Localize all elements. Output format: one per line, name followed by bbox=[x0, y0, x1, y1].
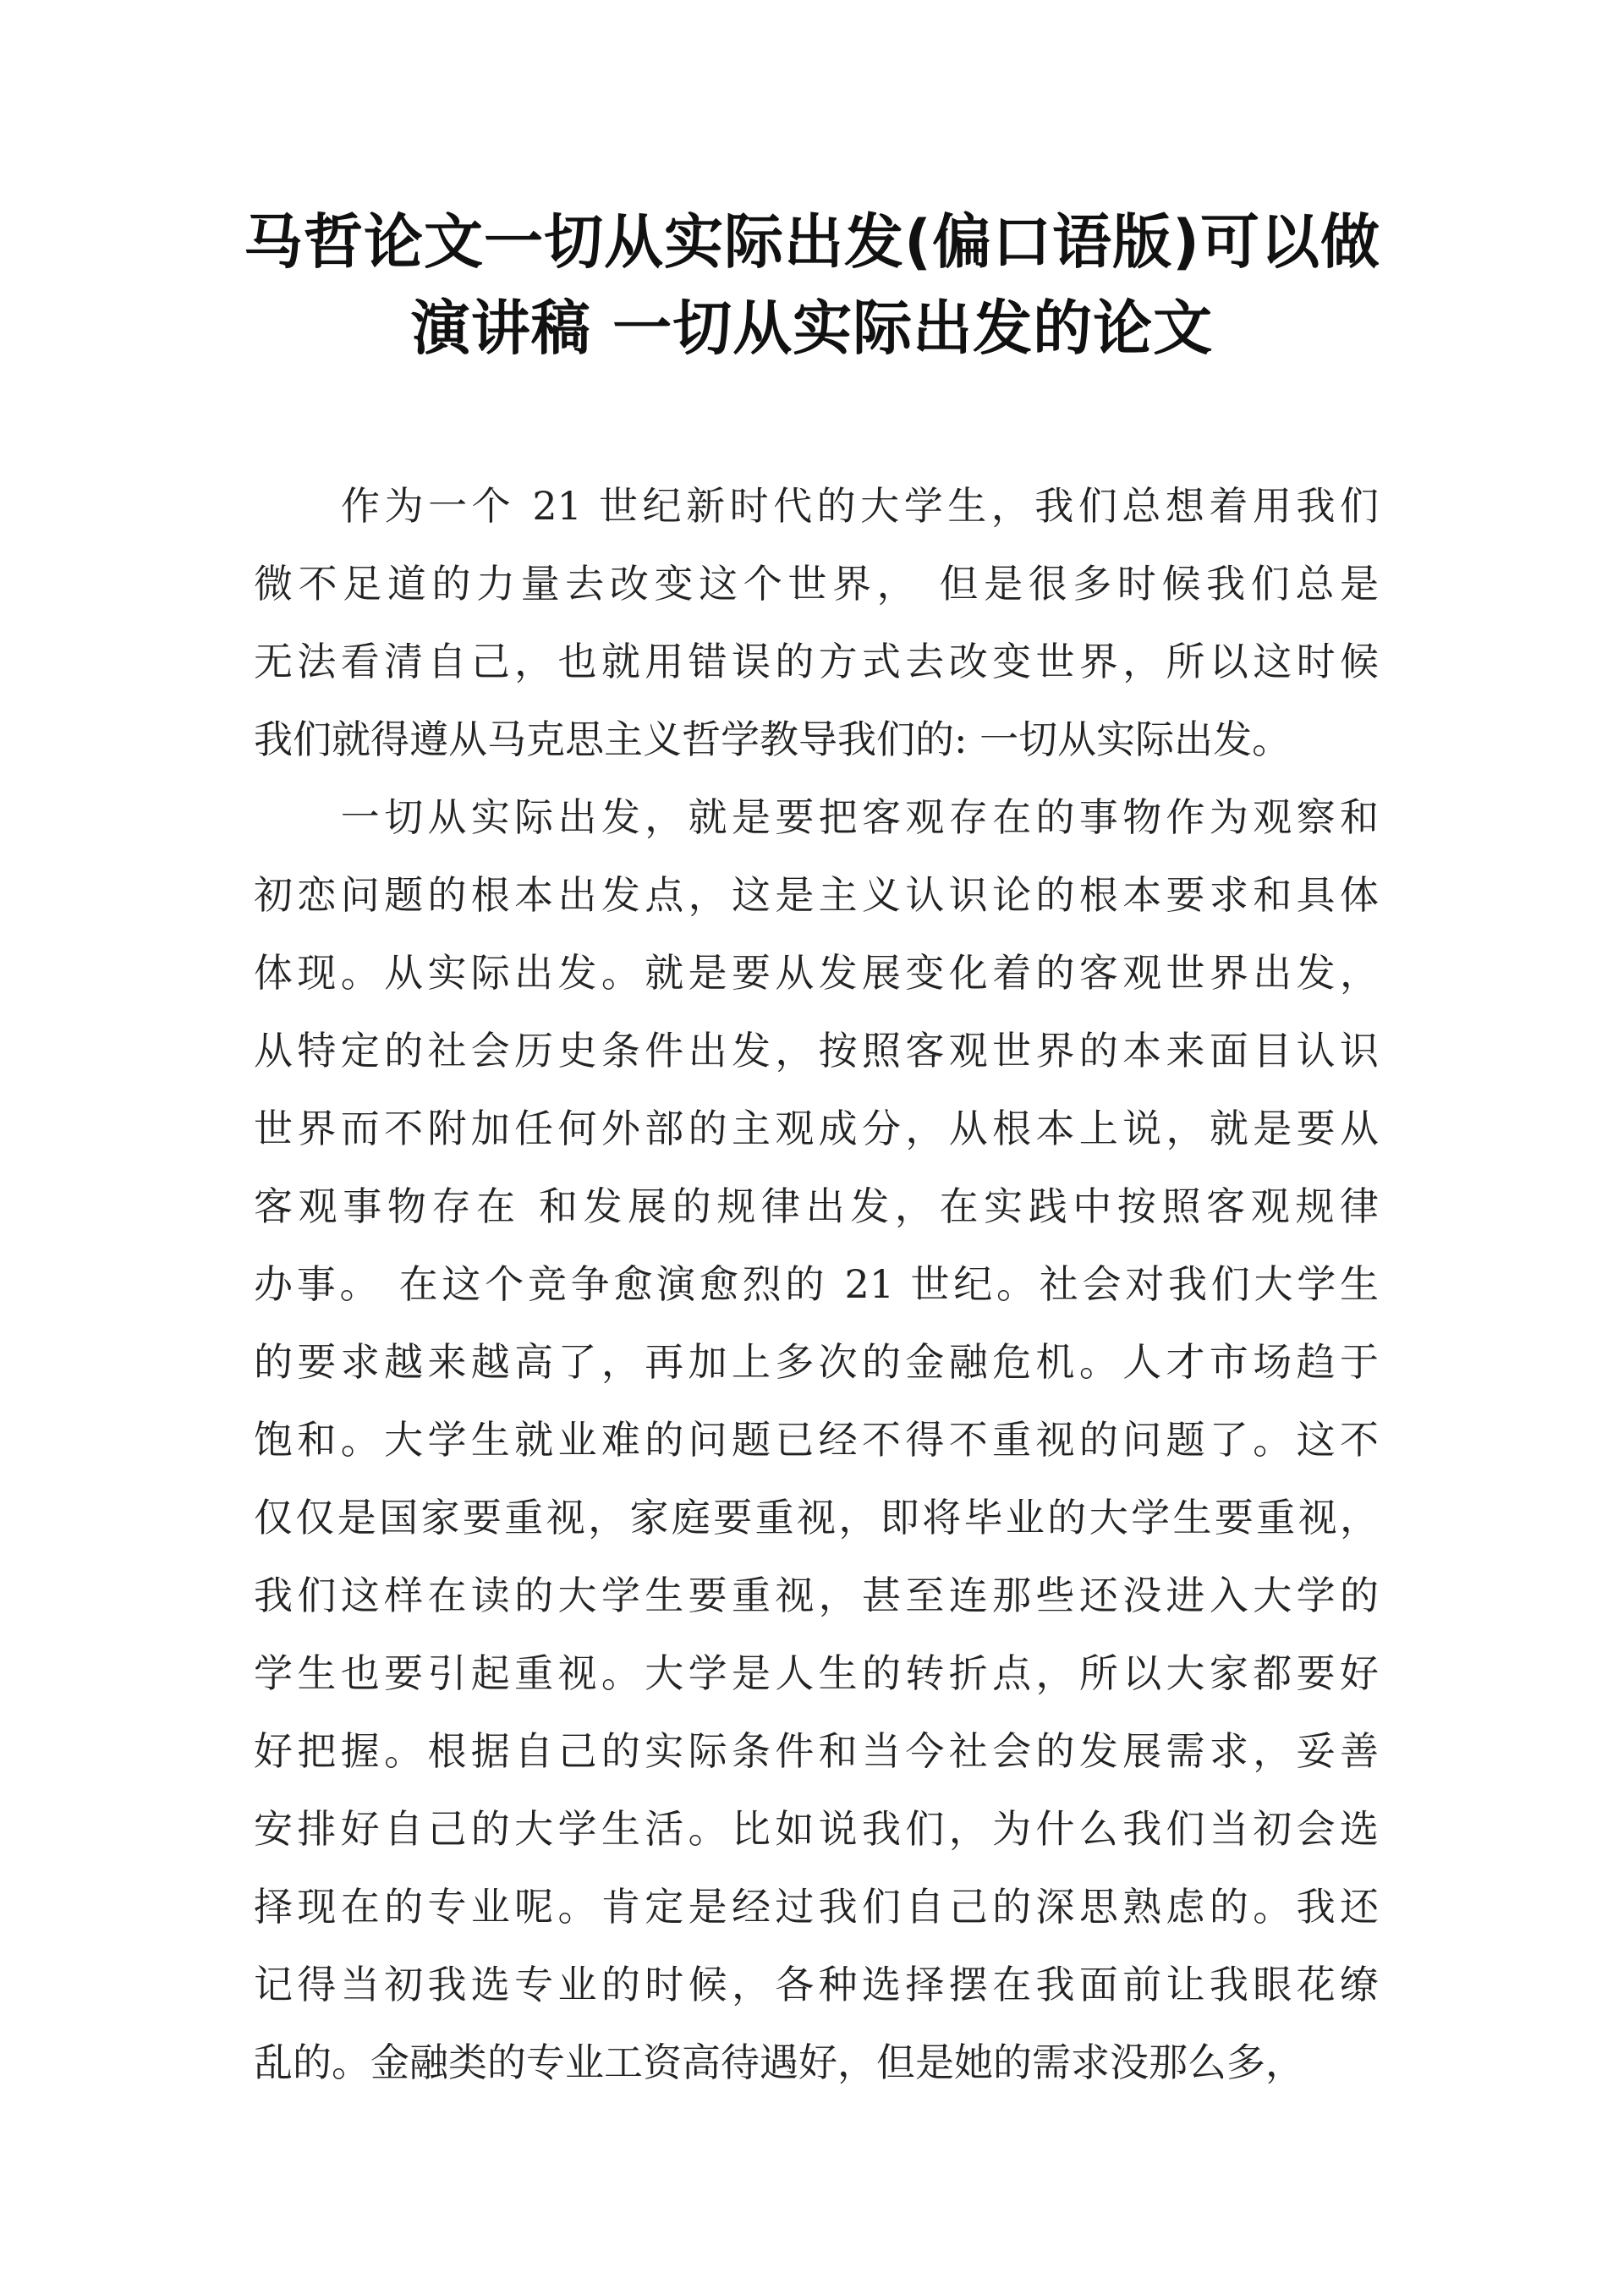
document-body bbox=[254, 467, 1379, 2101]
title-line-1: 马哲论文一切从实际出发(偏口语版)可以做 bbox=[244, 207, 1380, 277]
body-line-20: 记得当初我选专业的时候，各种选择摆在我面前让我眼花缭 bbox=[254, 1962, 1379, 2007]
body-line-14: 仅仅是国家要重视，家庭要重视，即将毕业的大学生要重视， bbox=[254, 1495, 1379, 1540]
body-line-18: 安排好自己的大学生活。比如说我们，为什么我们当初会选 bbox=[254, 1806, 1379, 1852]
body-line-4: 我们就得遵从马克思主义哲学教导我们的: 一切从实际出发。 bbox=[254, 717, 1292, 762]
body-line-1: 作为一个 21 世纪新时代的大学生，我们总想着用我们 bbox=[254, 483, 1379, 529]
body-line-2: 微不足道的力量去改变这个世界， 但是很多时候我们总是 bbox=[254, 561, 1379, 607]
body-line-10: 客观事物存在 和发展的规律出发，在实践中按照客观规律 bbox=[254, 1183, 1379, 1229]
body-line-21: 乱的。金融类的专业工资高待遇好，但是她的需求没那么多， bbox=[254, 2040, 1304, 2085]
body-line-17: 好把握。根据自己的实际条件和当今社会的发展需求，妥善 bbox=[254, 1728, 1379, 1774]
body-line-16: 学生也要引起重视。大学是人生的转折点，所以大家都要好 bbox=[254, 1650, 1379, 1696]
body-line-11: 办事。 在这个竞争愈演愈烈的 21 世纪。社会对我们大学生 bbox=[254, 1261, 1379, 1307]
body-line-6: 初恋问题的根本出发点，这是主义认识论的根本要求和具体 bbox=[254, 872, 1379, 918]
body-line-13: 饱和。大学生就业难的问题已经不得不重视的问题了。这不 bbox=[254, 1417, 1379, 1463]
body-line-3: 无法看清自己，也就用错误的方式去改变世界，所以这时候 bbox=[254, 639, 1379, 684]
document-title bbox=[0, 199, 1624, 371]
body-line-15: 我们这样在读的大学生要重视，甚至连那些还没进入大学的 bbox=[254, 1573, 1379, 1618]
title-line-2: 演讲稿 一切从实际出发的论文 bbox=[410, 294, 1214, 363]
body-line-9: 世界而不附加任何外部的主观成分，从根本上说，就是要从 bbox=[254, 1106, 1379, 1151]
body-line-7: 体现。从实际出发。就是要从发展变化着的客观世界出发， bbox=[254, 950, 1379, 996]
body-line-5: 一切从实际出发，就是要把客观存在的事物作为观察和 bbox=[254, 794, 1379, 840]
body-line-8: 从特定的社会历史条件出发，按照客观世界的本来面目认识 bbox=[254, 1028, 1379, 1073]
body-line-12: 的要求越来越高了，再加上多次的金融危机。人才市场趋于 bbox=[254, 1339, 1379, 1385]
body-line-19: 择现在的专业呢。肯定是经过我们自己的深思熟虑的。我还 bbox=[254, 1884, 1379, 1930]
